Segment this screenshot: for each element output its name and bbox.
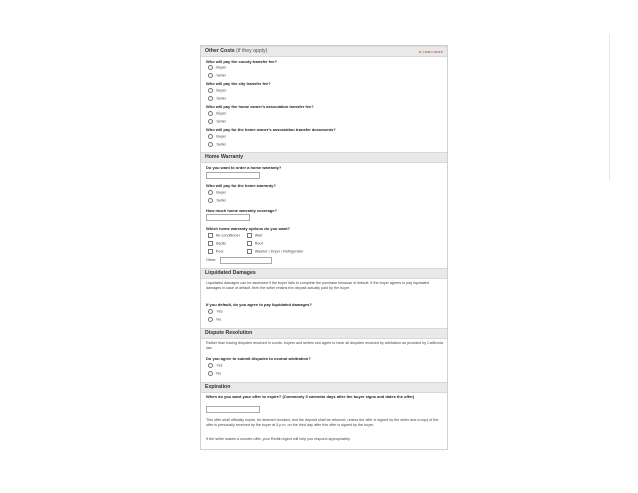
radio-icon [208, 111, 213, 116]
section-title: Liquidated Damages [205, 270, 256, 276]
page-divider [609, 34, 610, 180]
question-offer-expiration: When do you want your offer to expire? (Commonly 3 calendar days after the buyer signs and dates the offer) [206, 394, 415, 399]
radio-icon [208, 371, 213, 376]
liquidated-damages-description: Liquidated damages can be assessed if the buyer fails to complete the purchase because of default. If the buyer agrees to pay liquidated damages in case of default, then the seller retains the deposit actually paid by the buyer. [206, 281, 430, 290]
offer-expiration-input[interactable] [206, 406, 260, 413]
section-header-other-costs [201, 46, 447, 57]
radio-icon [208, 190, 213, 195]
radio-arbitration-no[interactable]: No [208, 371, 221, 376]
question-liquidated-damages: If you default, do you agree to pay liquidated damages? [206, 302, 312, 307]
question-hoa-documents: Who will pay for the home owner's association transfer documents? [206, 127, 336, 132]
warranty-coverage-input[interactable] [206, 214, 250, 221]
section-title: Dispute Resolution [205, 330, 253, 336]
question-county-transfer-fee: Who will pay the county transfer fee? [206, 59, 277, 64]
expiration-description: This offer shall officially expire, be deemed revoked, and the deposit shall be returned, unless the offer is signed by the seller and a copy of the offer is personally received by the buyer at 5 p.m. on the third day after this offer is signed by the buyer. [206, 418, 439, 427]
radio-city-seller[interactable]: Seller [208, 96, 226, 101]
question-city-transfer-fee: Who will pay the city transfer fee? [206, 81, 271, 86]
dispute-resolution-description: Rather than having disputes resolved in courts, buyers and sellers can agree to have all disputes resolved by arbitration as provided by California law. [206, 341, 443, 350]
checkbox-icon [247, 249, 252, 254]
radio-icon [208, 73, 213, 78]
other-label: Other: [206, 258, 217, 262]
radio-icon [208, 142, 213, 147]
radio-warranty-buyer[interactable]: Buyer [208, 190, 226, 195]
radio-city-buyer[interactable]: Buyer [208, 88, 226, 93]
radio-icon [208, 96, 213, 101]
section-title: Home Warranty [205, 154, 244, 160]
checkbox-icon [208, 249, 213, 254]
checkbox-air-conditioner[interactable]: Air conditioner [208, 233, 240, 238]
learn-more-link[interactable]: ▸ Learn more [419, 48, 443, 54]
radio-hoa-fee-seller[interactable]: Seller [208, 119, 226, 124]
radio-icon [208, 363, 213, 368]
section-title: Other Costs (if they apply) [205, 48, 268, 54]
checkbox-icon [208, 233, 213, 238]
radio-icon [208, 88, 213, 93]
checkbox-well[interactable]: Well [247, 233, 262, 238]
radio-county-buyer[interactable]: Buyer [208, 65, 226, 70]
radio-hoa-fee-buyer[interactable]: Buyer [208, 111, 226, 116]
checkbox-roof[interactable]: Roof [247, 241, 263, 246]
offer-form [200, 45, 448, 450]
radio-liquidated-no[interactable]: No [208, 317, 221, 322]
question-arbitration: Do you agree to submit disputes to neutral arbitration? [206, 356, 311, 361]
radio-warranty-seller[interactable]: Seller [208, 198, 226, 203]
other-option-input[interactable] [220, 257, 272, 264]
radio-icon [208, 309, 213, 314]
radio-arbitration-yes[interactable]: Yes [208, 363, 223, 368]
radio-icon [208, 317, 213, 322]
section-header-dispute-resolution [201, 328, 447, 339]
question-order-warranty: Do you want to order a home warranty? [206, 165, 282, 170]
radio-liquidated-yes[interactable]: Yes [208, 309, 223, 314]
radio-hoa-docs-seller[interactable]: Seller [208, 142, 226, 147]
radio-icon [208, 198, 213, 203]
question-warranty-coverage: How much home warranty coverage? [206, 208, 277, 213]
checkbox-icon [247, 233, 252, 238]
question-warranty-options: Which home warranty options do you want? [206, 226, 291, 231]
question-warranty-payer: Who will pay for the home warranty? [206, 183, 276, 188]
checkbox-septic[interactable]: Septic [208, 241, 226, 246]
checkbox-pool[interactable]: Pool [208, 249, 223, 254]
checkbox-icon [208, 241, 213, 246]
radio-icon [208, 119, 213, 124]
checkbox-icon [247, 241, 252, 246]
radio-icon [208, 65, 213, 70]
section-header-home-warranty [201, 152, 447, 163]
radio-icon [208, 134, 213, 139]
counter-offer-note: If the seller makes a counter-offer, your Redfin Agent will help you respond appropriately. [206, 437, 351, 441]
section-title: Expiration [205, 384, 231, 390]
radio-county-seller[interactable]: Seller [208, 73, 226, 78]
radio-hoa-docs-buyer[interactable]: Buyer [208, 134, 226, 139]
warranty-order-input[interactable] [206, 172, 260, 179]
section-header-liquidated-damages [201, 268, 447, 279]
section-header-expiration [201, 382, 447, 393]
question-hoa-transfer-fee: Who will pay the home owner's association transfer fee? [206, 104, 314, 109]
checkbox-washer-dryer-refrigerator[interactable]: Washer / Dryer / Refrigerator [247, 249, 303, 254]
